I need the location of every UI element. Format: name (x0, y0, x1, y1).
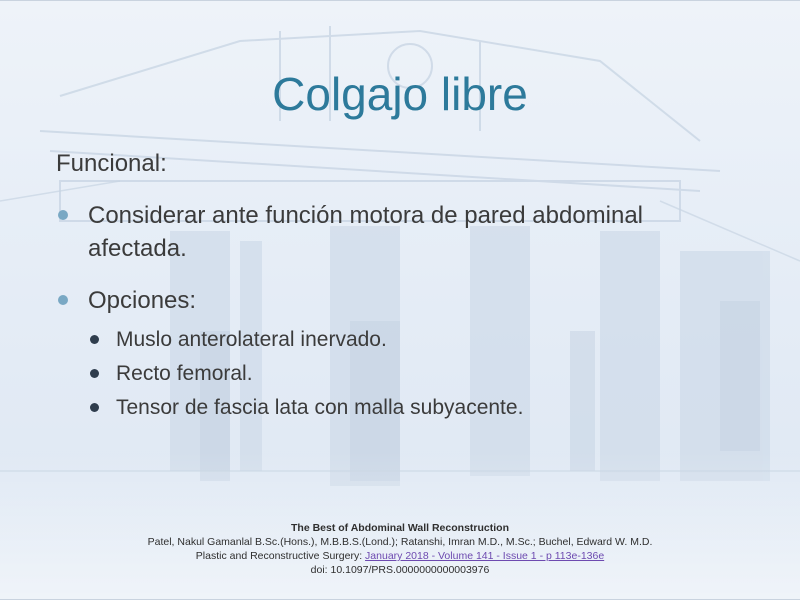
citation-title: The Best of Abdominal Wall Reconstruction (291, 522, 509, 534)
bullet-item (56, 284, 746, 424)
bullet-icon (58, 210, 68, 220)
sub-bullet-text: Tensor de fascia lata con malla subyacente. (116, 396, 524, 419)
sub-bullet-list (88, 323, 746, 424)
slide-title: Colgajo libre (272, 68, 528, 120)
bullet-text: Considerar ante función motora de pared abdominal afectada. (88, 202, 644, 262)
bullet-list (56, 199, 746, 424)
sub-bullet-item (88, 391, 746, 424)
section-heading: Funcional: (56, 150, 167, 177)
bullet-item (56, 199, 746, 265)
sub-bullet-item (88, 357, 746, 390)
sub-bullet-icon (90, 403, 99, 412)
sub-bullet-item (88, 323, 746, 356)
citation-block (0, 521, 800, 577)
sub-bullet-text: Recto femoral. (116, 362, 253, 385)
citation-authors: Patel, Nakul Gamanlal B.Sc.(Hons.), M.B.B.S.(Lond.); Ratanshi, Imran M.D., M.Sc.; Buchel, Edward W. M.D. (147, 536, 653, 548)
citation-journal-line (0, 549, 800, 563)
citation-doi: doi: 10.1097/PRS.0000000000003976 (310, 564, 490, 576)
citation-journal: Plastic and Reconstructive Surgery: (195, 550, 366, 562)
sub-bullet-text: Muslo anterolateral inervado. (116, 328, 387, 351)
sub-bullet-icon (90, 335, 99, 344)
bullet-icon (58, 295, 68, 305)
citation-issue-link[interactable]: January 2018 - Volume 141 - Issue 1 - p 113e-136e (365, 550, 605, 562)
bullet-text: Opciones: (88, 287, 197, 314)
sub-bullet-icon (90, 369, 99, 378)
